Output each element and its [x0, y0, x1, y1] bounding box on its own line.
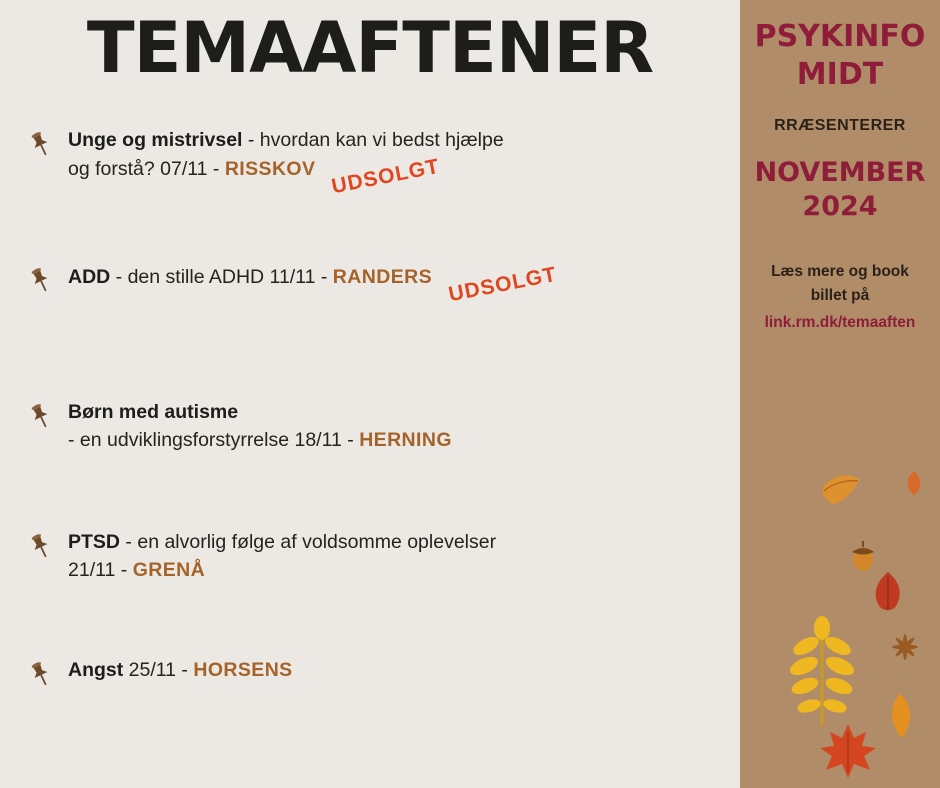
event-title: Børn med autisme	[68, 400, 239, 423]
list-item	[0, 528, 740, 616]
event-city: RISSKOV	[224, 157, 316, 180]
booking-link[interactable]: link.rm.dk/temaaften	[764, 313, 916, 331]
pushpin-icon	[26, 532, 56, 562]
pushpin-icon	[26, 660, 56, 690]
event-city: RANDERS	[332, 265, 433, 288]
event-city: HERNING	[359, 428, 452, 451]
event-desc-2: 21/11 -	[68, 558, 133, 581]
event-line-1	[68, 262, 740, 306]
status-badge: UDSOLGT	[446, 262, 559, 306]
list-item	[0, 398, 740, 486]
event-title: Unge og mistrivsel	[68, 128, 243, 151]
event-line-1	[68, 126, 740, 154]
booking-line1: Læs mere og book	[771, 263, 909, 281]
leaf-icon	[868, 570, 908, 619]
event-list	[0, 86, 740, 744]
event-line-2	[68, 556, 740, 584]
pushpin-icon	[26, 402, 56, 432]
event-desc: - den stille ADHD 11/11 -	[110, 265, 333, 288]
maple-leaf-icon	[818, 722, 878, 785]
list-item	[0, 262, 740, 350]
event-city: GRENÅ	[132, 558, 206, 581]
event-title: Angst	[68, 658, 124, 681]
event-title: PTSD	[68, 530, 121, 553]
event-desc-2: og forstå? 07/11 -	[68, 157, 225, 180]
pushpin-icon	[26, 130, 56, 160]
event-line-1	[68, 398, 740, 426]
brand-name-line1: PSYKINFO	[754, 19, 926, 54]
year-label: 2024	[802, 191, 878, 223]
star-anise-icon	[890, 632, 920, 667]
booking-info	[748, 260, 932, 334]
poster-sidebar	[740, 0, 940, 788]
event-desc: 25/11 -	[123, 658, 194, 681]
fern-leaf-icon	[776, 600, 868, 735]
month-label: NOVEMBER	[754, 157, 926, 188]
event-line-2	[68, 154, 740, 199]
booking-line2: billet på	[810, 286, 870, 304]
status-badge: UDSOLGT	[330, 154, 443, 199]
acorn-icon	[848, 538, 878, 577]
brand-name-line2: MIDT	[796, 56, 884, 92]
list-item	[0, 126, 740, 214]
event-desc: - en alvorlig følge af voldsomme oplevelser	[120, 530, 497, 553]
page-title: TEMAAFTENER	[86, 7, 654, 89]
leaf-icon	[880, 692, 920, 747]
event-title: ADD	[68, 265, 111, 288]
presents-label: RRÆSENTERER	[774, 117, 906, 134]
pushpin-icon	[26, 266, 56, 296]
event-desc-2: - en udviklingsforstyrrelse 18/11 -	[68, 428, 360, 451]
leaf-icon	[818, 470, 864, 515]
list-item	[0, 656, 740, 744]
event-city: HORSENS	[193, 658, 293, 681]
event-line-1	[68, 528, 740, 556]
leaf-icon	[902, 470, 926, 501]
event-desc: - hvordan kan vi bedst hjælpe	[242, 128, 504, 151]
event-line-2	[68, 426, 740, 454]
event-line-1	[68, 656, 740, 684]
